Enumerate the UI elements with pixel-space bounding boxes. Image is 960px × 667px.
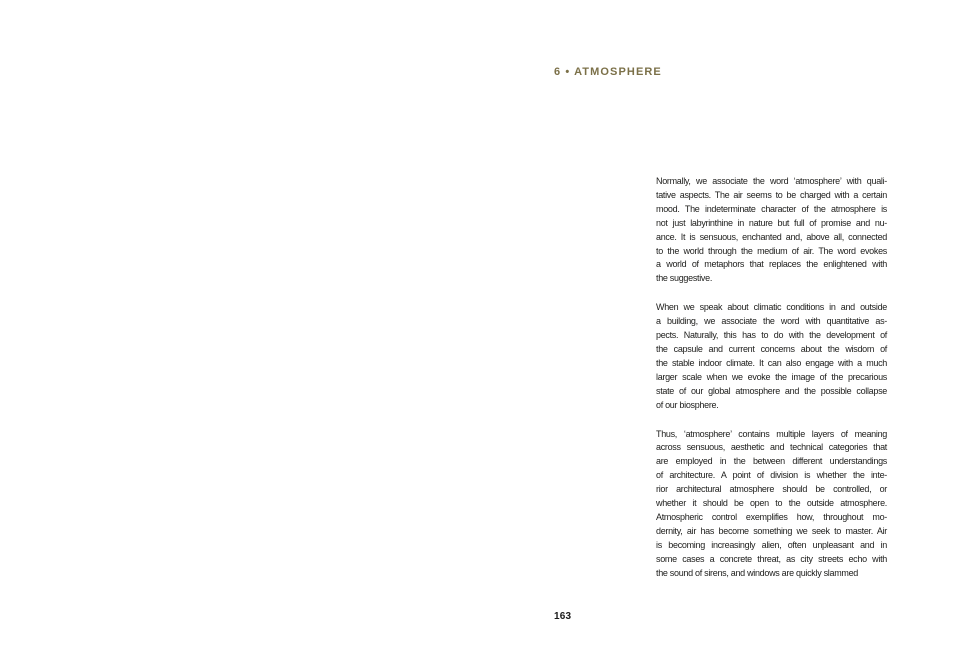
text-line: the capsule and current concerns about the wisdom of [656,343,887,354]
text-line: Atmospheric control exemplifies how, throughout mo- [656,511,887,522]
text-line: whether it should be open to the outside atmosphere. [656,498,887,509]
page-number: 163 [554,611,572,622]
text-line: ance. It is sensuous, enchanted and, above all, connected [656,231,887,242]
text-line: across sensuous, aesthetic and technical categories that [656,442,887,453]
body-text [656,175,887,580]
paragraph [656,301,887,412]
text-line: to the world through the medium of air. The word evokes [656,245,887,256]
text-line: larger scale when we evoke the image of the precarious [656,371,887,382]
text-line: mood. The indeterminate character of the atmosphere is [656,203,887,214]
text-line: not just labyrinthine in nature but full of promise and nu- [656,217,887,228]
text-line: the stable indoor climate. It can also engage with a much [656,357,887,368]
text-line: are employed in the between different understandings [656,456,887,467]
text-line: a building, we associate the word with quantitative as- [656,316,887,327]
text-line: the sound of sirens, and windows are quickly slammed [656,567,859,578]
text-line: Normally, we associate the word ‘atmosphere’ with quali- [656,176,887,186]
text-line: tative aspects. The air seems to be charged with a certain [656,189,887,200]
text-line: state of our global atmosphere and the possible collapse [656,385,887,396]
text-line: of architecture. A point of division is whether the inte- [656,470,887,481]
paragraph [656,428,887,581]
text-line: of our biosphere. [656,399,719,410]
paragraph [656,175,887,286]
text-line: Thus, ‘atmosphere’ contains multiple layers of meaning [656,428,887,439]
text-line: a world of metaphors that replaces the enlightened with [656,259,887,270]
text-line: When we speak about climatic conditions in and outside [656,302,887,313]
text-line: dernity, air has become something we seek to master. Air [656,525,887,536]
chapter-header: 6 • ATMOSPHERE [554,66,662,78]
text-line: rior architectural atmosphere should be controlled, or [656,484,887,495]
text-line: pects. Naturally, this has to do with the development of [656,330,887,341]
text-line: the suggestive. [656,273,713,284]
text-line: is becoming increasingly alien, often unpleasant and in [656,539,887,550]
text-line: some cases a concrete threat, as city streets echo with [656,553,887,564]
